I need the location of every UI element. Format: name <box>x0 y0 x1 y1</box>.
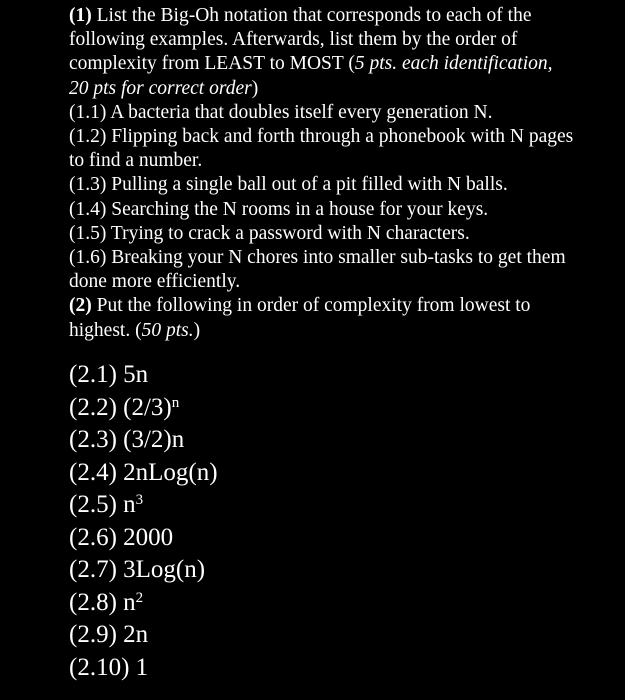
list-item <box>69 125 621 149</box>
item-expr: n <box>123 588 136 616</box>
part1-points: 5 pts. each identification, <box>354 53 553 75</box>
item-label: (2.3) <box>69 426 117 453</box>
list-item-continuation <box>69 149 621 173</box>
question-document <box>69 4 621 343</box>
item-text: Pulling a single ball out of a pit filled with N balls. <box>111 174 508 196</box>
part1-text-c: complexity from LEAST to MOST ( <box>69 53 355 75</box>
item-label: (1.4) <box>69 198 107 220</box>
item-label: (1.3) <box>69 174 107 196</box>
part1-line-2 <box>69 28 621 52</box>
list-item <box>69 392 218 425</box>
item-exponent: n <box>171 394 180 411</box>
list-item <box>69 554 218 587</box>
item-text: A bacteria that doubles itself every generation N. <box>110 101 493 123</box>
item-expr: 2n <box>123 621 149 648</box>
complexity-list <box>69 359 218 684</box>
part2-close: ) <box>193 319 201 341</box>
part2-text-a: Put the following in order of complexity from lowest to <box>96 295 531 317</box>
item-label: (1.6) <box>69 247 107 269</box>
list-item <box>69 587 218 620</box>
list-item <box>69 198 621 222</box>
item-text: Trying to crack a password with N characters. <box>110 222 470 244</box>
part1-points2: 20 pts for correct order <box>69 77 252 99</box>
item-text: Flipping back and forth through a phonebook with N pages <box>111 126 574 148</box>
part1-text-a: List the Big-Oh notation that corresponds to each of the <box>96 5 532 26</box>
item-text-cont: to find a number. <box>69 150 203 172</box>
part1-text-b: following examples. Afterwards, list them by the order of <box>69 29 518 51</box>
list-item <box>69 424 218 457</box>
item-label: (2.9) <box>69 621 117 648</box>
item-label: (2.4) <box>69 458 117 486</box>
item-expr: (3/2)n <box>123 426 185 453</box>
item-label: (2.5) <box>69 491 117 518</box>
item-expr: 2nLog(n) <box>123 458 218 486</box>
item-expr: (2/3) <box>123 393 172 421</box>
part2-line-1 <box>69 294 621 318</box>
list-item <box>69 489 218 522</box>
part1-close: ) <box>251 77 259 99</box>
item-expr: 5n <box>123 361 149 388</box>
item-expr: 2000 <box>123 523 174 551</box>
item-label: (2.8) <box>69 588 117 616</box>
part2-points: 50 pts. <box>141 319 194 341</box>
item-label: (2.10) <box>69 653 130 681</box>
item-label: (2.6) <box>69 523 117 551</box>
part2-number: (2) <box>69 295 92 317</box>
list-item <box>69 457 218 490</box>
item-label: (1.1) <box>69 101 107 123</box>
item-expr: 3Log(n) <box>123 556 206 583</box>
list-item <box>69 522 218 555</box>
list-item <box>69 246 621 270</box>
item-exponent: 3 <box>135 491 144 508</box>
item-label: (2.1) <box>69 361 117 388</box>
item-expr: n <box>123 491 136 518</box>
list-item <box>69 619 218 652</box>
item-label: (1.5) <box>69 222 107 244</box>
list-item-continuation <box>69 270 621 294</box>
part1-line-4 <box>69 77 621 101</box>
part1-line-3 <box>69 52 621 76</box>
item-expr: 1 <box>135 653 149 681</box>
item-text: Breaking your N chores into smaller sub-tasks to get them <box>111 247 566 269</box>
item-label: (2.7) <box>69 556 117 583</box>
item-text: Searching the N rooms in a house for your keys. <box>111 198 489 220</box>
part2-text-b: highest. ( <box>69 319 142 341</box>
item-label: (1.2) <box>69 126 107 148</box>
list-item <box>69 359 218 392</box>
item-text-cont: done more efficiently. <box>69 271 241 293</box>
item-label: (2.2) <box>69 393 117 421</box>
list-item <box>69 173 621 197</box>
part1-line-1 <box>69 4 621 28</box>
part1-number: (1) <box>69 5 92 26</box>
list-item <box>69 101 621 125</box>
item-exponent: 2 <box>135 589 144 606</box>
part2-line-2 <box>69 319 621 343</box>
list-item <box>69 222 621 246</box>
list-item <box>69 652 218 685</box>
